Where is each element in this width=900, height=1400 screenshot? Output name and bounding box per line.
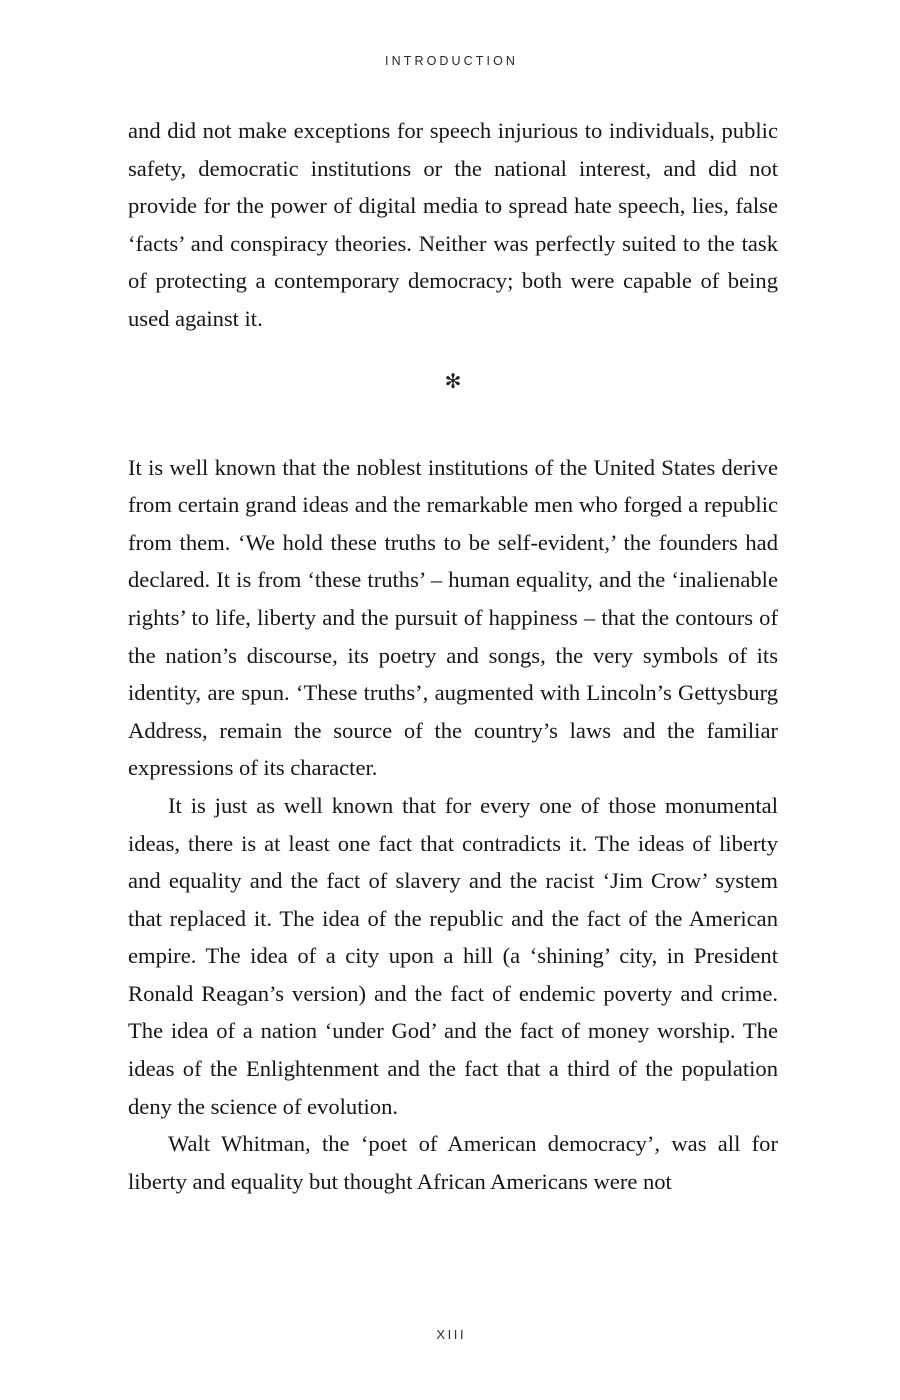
paragraph-continuation: and did not make exceptions for speech injurious to individuals, public safety, democratic institutions or the national interest, and did not provide for the power of digital media to spread hate speech, lies, false ‘facts’ and conspiracy theories. Neither was perfectly suited to the task of protecting a contemporary democracy; both were capable of being used against it. (128, 118, 778, 331)
paragraph-noblest-institutions: It is well known that the noblest institutions of the United States derive from certain grand ideas and the remarkable men who forged a republic from them. ‘We hold these truths to be self-evident,’ the founders had declared. It is from ‘these truths’ – human equality, and the ‘inalienable rights’ to life, liberty and the pursuit of happiness – that the contours of the nation’s discourse, its poetry and songs, the very symbols of its identity, are spun. ‘These truths’, augmented with Lincoln’s Gettysburg Address, remain the source of the country’s laws and the familiar expressions of its character. (128, 454, 778, 781)
paragraph-monumental-ideas: It is just as well known that for every one of those monumental ideas, there is at least one fact that contradicts it. The ideas of liberty and equality and the fact of slavery and the racist ‘Jim Crow’ system that replaced it. The idea of the republic and the fact of the American empire. The idea of a city upon a hill (a ‘shining’ city, in President Ronald Reagan’s version) and the fact of endemic poverty and crime. The idea of a nation ‘under God’ and the fact of money worship. The ideas of the Enlightenment and the fact that a third of the population deny the science of evolution. (128, 792, 778, 1119)
page-number: XIII (436, 1327, 467, 1342)
text-column (128, 112, 778, 1200)
paragraph-walt-whitman: Walt Whitman, the ‘poet of American democracy’, was all for liberty and equality but thought African Americans were not (128, 1131, 778, 1194)
running-head: INTRODUCTION (385, 54, 519, 68)
asterisk-divider-icon: ✻ (444, 368, 462, 393)
section-divider (128, 368, 778, 393)
